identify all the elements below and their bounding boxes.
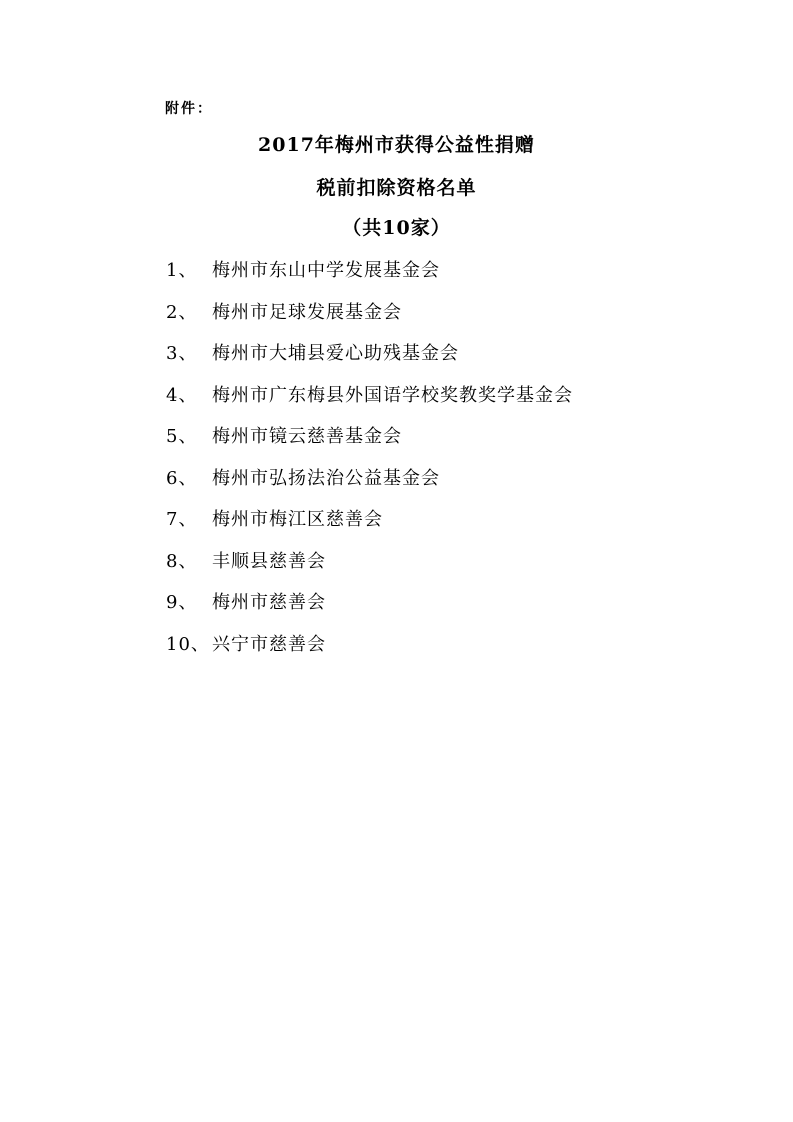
item-number: 4、 [166,384,198,406]
list-item [166,381,573,423]
item-name: 梅州市大埔县爱心助残基金会 [212,343,459,364]
list-item [166,588,573,630]
item-name: 梅州市广东梅县外国语学校奖教奖学基金会 [212,384,573,406]
list-item [166,630,573,672]
list-item [166,422,573,464]
item-name: 梅州市足球发展基金会 [212,301,402,323]
title-line-2: 税前扣除资格名单 [316,177,477,199]
item-number: 5、 [166,426,198,447]
item-name: 梅州市东山中学发展基金会 [212,260,440,281]
list-item [166,464,573,506]
title-line-1: 2017年梅州市获得公益性捐赠 [258,134,535,156]
item-name: 梅州市梅江区慈善会 [212,509,383,530]
item-name: 梅州市弘扬法治公益基金会 [212,467,440,489]
item-number: 3、 [166,343,198,364]
item-number: 2、 [166,301,198,323]
list-item [166,505,573,547]
list-item [166,298,573,340]
list-item [166,256,573,298]
item-name: 兴宁市慈善会 [212,633,326,655]
item-number: 1、 [166,260,198,281]
item-number: 6、 [166,467,198,489]
item-number: 10、 [166,633,210,655]
item-name: 梅州市慈善会 [212,592,326,613]
title-count: （共10家） [342,217,451,239]
attachment-label: 附件： [165,101,213,117]
list-item [166,547,573,589]
item-number: 9、 [166,592,198,613]
item-name: 梅州市镜云慈善基金会 [212,426,402,447]
list-item [166,339,573,381]
organization-list [166,256,573,671]
item-number: 7、 [166,509,198,530]
item-name: 丰顺县慈善会 [212,550,326,572]
item-number: 8、 [166,550,198,572]
